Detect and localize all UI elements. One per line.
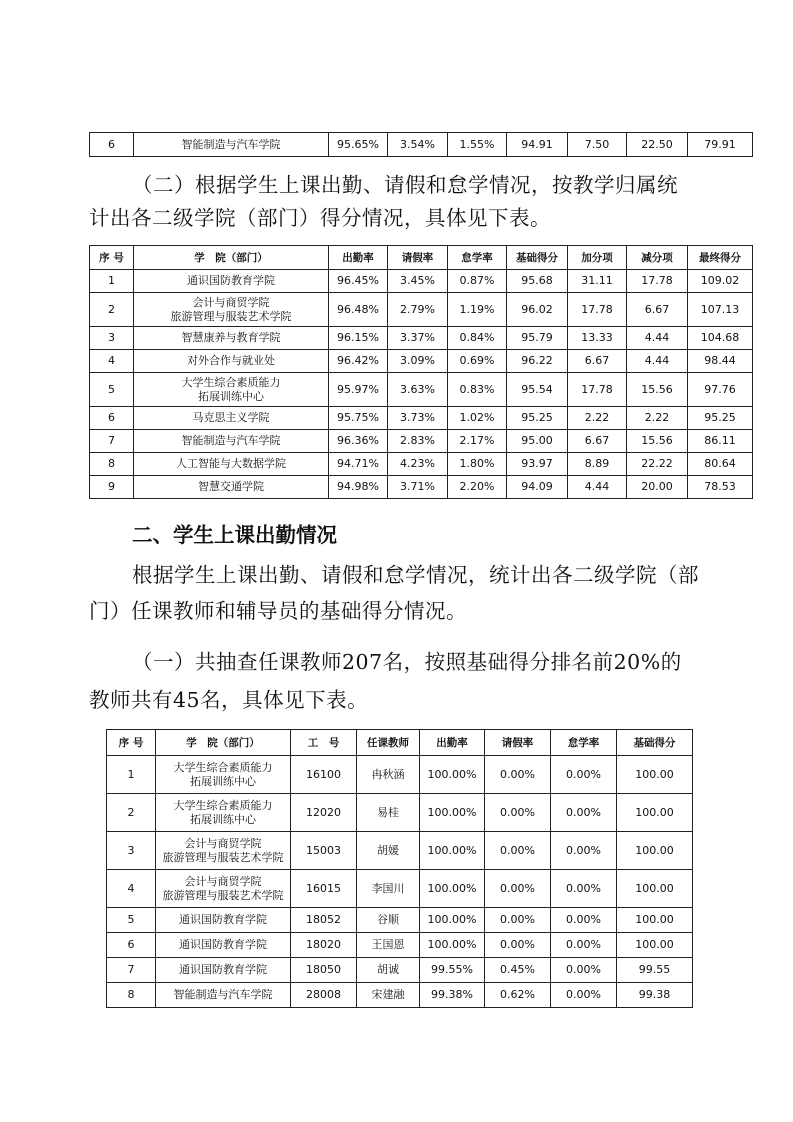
table-cell: 100.00% bbox=[420, 794, 485, 832]
table-cell: 3.45% bbox=[388, 270, 448, 293]
table-cell: 6.67 bbox=[627, 293, 688, 327]
table-cell: 胡诚 bbox=[357, 958, 420, 983]
table-cell: 18050 bbox=[291, 958, 357, 983]
column-header: 工 号 bbox=[291, 730, 357, 756]
table-cell: 16100 bbox=[291, 756, 357, 794]
table-cell: 95.97% bbox=[329, 373, 388, 407]
table-cell: 4.44 bbox=[627, 350, 688, 373]
table-cell: 95.25 bbox=[507, 407, 568, 430]
table-cell: 会计与商贸学院 旅游管理与服装艺术学院 bbox=[156, 832, 291, 870]
table-cell: 4.44 bbox=[627, 327, 688, 350]
table-continuation bbox=[89, 132, 753, 157]
column-header: 最终得分 bbox=[688, 246, 753, 270]
table-row bbox=[90, 133, 753, 157]
table-row bbox=[90, 327, 753, 350]
table-cell: 2 bbox=[107, 794, 156, 832]
table-cell: 78.53 bbox=[688, 476, 753, 499]
table-cell: 0.45% bbox=[485, 958, 551, 983]
table-cell: 15.56 bbox=[627, 373, 688, 407]
paragraph-teacher-intro bbox=[132, 645, 682, 679]
table-cell: 7.50 bbox=[568, 133, 627, 157]
table-cell: 96.48% bbox=[329, 293, 388, 327]
table-cell: 6 bbox=[107, 933, 156, 958]
paragraph-attendance-cont bbox=[89, 594, 467, 628]
table-cell: 107.13 bbox=[688, 293, 753, 327]
table-cell: 0.00% bbox=[485, 933, 551, 958]
table-cell: 7 bbox=[90, 430, 134, 453]
table-cell: 28008 bbox=[291, 983, 357, 1008]
table-cell: 17.78 bbox=[568, 293, 627, 327]
table-cell: 96.02 bbox=[507, 293, 568, 327]
paragraph-line: （二）根据学生上课出勤、请假和怠学情况，按教学归属统 bbox=[132, 173, 678, 197]
table-cell: 0.69% bbox=[448, 350, 507, 373]
paragraph-attendance bbox=[132, 558, 699, 592]
column-header: 学 院（部门） bbox=[156, 730, 291, 756]
table-cell: 3 bbox=[107, 832, 156, 870]
table-cell: 通识国防教育学院 bbox=[156, 908, 291, 933]
table-cell: 95.65% bbox=[329, 133, 388, 157]
table-cell: 8.89 bbox=[568, 453, 627, 476]
table-cell: 2.22 bbox=[568, 407, 627, 430]
table-row bbox=[107, 832, 693, 870]
column-header: 基础得分 bbox=[507, 246, 568, 270]
table-cell: 99.55 bbox=[617, 958, 693, 983]
table-cell: 100.00 bbox=[617, 933, 693, 958]
table-cell: 94.71% bbox=[329, 453, 388, 476]
column-header: 任课教师 bbox=[357, 730, 420, 756]
column-header: 序 号 bbox=[90, 246, 134, 270]
table-cell: 95.25 bbox=[688, 407, 753, 430]
table-cell: 0.83% bbox=[448, 373, 507, 407]
table-cell: 6.67 bbox=[568, 350, 627, 373]
table-cell: 100.00 bbox=[617, 794, 693, 832]
table-cell: 0.00% bbox=[551, 756, 617, 794]
table-cell: 胡媛 bbox=[357, 832, 420, 870]
table-cell: 9 bbox=[90, 476, 134, 499]
table-cell: 22.50 bbox=[627, 133, 688, 157]
table-cell: 3.73% bbox=[388, 407, 448, 430]
paragraph-line: （一）共抽查任课教师207名，按照基础得分排名前20%的 bbox=[132, 650, 682, 674]
table-cell: 3 bbox=[90, 327, 134, 350]
table-cell: 8 bbox=[107, 983, 156, 1008]
table-cell: 96.15% bbox=[329, 327, 388, 350]
table-row bbox=[90, 293, 753, 327]
table-row bbox=[90, 350, 753, 373]
table-cell: 1 bbox=[90, 270, 134, 293]
table-cell: 0.00% bbox=[551, 983, 617, 1008]
table-cell: 5 bbox=[107, 908, 156, 933]
table-cell: 100.00% bbox=[420, 756, 485, 794]
table-cell: 7 bbox=[107, 958, 156, 983]
column-header: 请假率 bbox=[388, 246, 448, 270]
table-cell: 0.00% bbox=[551, 908, 617, 933]
table-cell: 0.00% bbox=[485, 756, 551, 794]
table-cell: 2.83% bbox=[388, 430, 448, 453]
table-row bbox=[107, 933, 693, 958]
table-cell: 15003 bbox=[291, 832, 357, 870]
table-cell: 李国川 bbox=[357, 870, 420, 908]
table-cell: 谷顺 bbox=[357, 908, 420, 933]
table-cell: 12020 bbox=[291, 794, 357, 832]
table-cell: 1.19% bbox=[448, 293, 507, 327]
section-heading bbox=[132, 518, 337, 548]
table-cell: 3.54% bbox=[388, 133, 448, 157]
table-cell: 2.20% bbox=[448, 476, 507, 499]
table-cell: 0.87% bbox=[448, 270, 507, 293]
table-cell: 5 bbox=[90, 373, 134, 407]
paragraph-college-intro bbox=[132, 168, 678, 202]
table-cell: 3.37% bbox=[388, 327, 448, 350]
column-header: 怠学率 bbox=[448, 246, 507, 270]
table-cell: 100.00 bbox=[617, 756, 693, 794]
table-cell: 王国恩 bbox=[357, 933, 420, 958]
table-cell: 4.44 bbox=[568, 476, 627, 499]
table-cell: 98.44 bbox=[688, 350, 753, 373]
table-cell: 17.78 bbox=[568, 373, 627, 407]
column-header: 怠学率 bbox=[551, 730, 617, 756]
table-row bbox=[90, 453, 753, 476]
column-header: 请假率 bbox=[485, 730, 551, 756]
table-cell: 96.22 bbox=[507, 350, 568, 373]
table-cell: 95.79 bbox=[507, 327, 568, 350]
table-cell: 4.23% bbox=[388, 453, 448, 476]
column-header: 加分项 bbox=[568, 246, 627, 270]
column-header: 学 院（部门） bbox=[134, 246, 329, 270]
table-cell: 95.00 bbox=[507, 430, 568, 453]
table-cell: 18020 bbox=[291, 933, 357, 958]
table-cell: 0.00% bbox=[485, 908, 551, 933]
table-cell: 95.54 bbox=[507, 373, 568, 407]
table-row bbox=[107, 794, 693, 832]
table-cell: 马克思主义学院 bbox=[134, 407, 329, 430]
table-cell: 3.09% bbox=[388, 350, 448, 373]
table-cell: 智慧康养与教育学院 bbox=[134, 327, 329, 350]
table-cell: 0.00% bbox=[551, 870, 617, 908]
table-cell: 96.45% bbox=[329, 270, 388, 293]
table-cell: 2.79% bbox=[388, 293, 448, 327]
table-cell: 冉秋涵 bbox=[357, 756, 420, 794]
table-row bbox=[90, 476, 753, 499]
table-cell: 人工智能与大数据学院 bbox=[134, 453, 329, 476]
table-cell: 1.02% bbox=[448, 407, 507, 430]
column-header: 出勤率 bbox=[329, 246, 388, 270]
table-row bbox=[107, 983, 693, 1008]
table-cell: 6 bbox=[90, 133, 134, 157]
table-row bbox=[90, 430, 753, 453]
table-cell: 94.09 bbox=[507, 476, 568, 499]
paragraph-line: 教师共有45名，具体见下表。 bbox=[89, 688, 369, 712]
paragraph-teacher-intro-cont bbox=[89, 683, 368, 717]
section-heading-text: 二、学生上课出勤情况 bbox=[132, 523, 337, 547]
table-cell: 86.11 bbox=[688, 430, 753, 453]
table-cell: 96.42% bbox=[329, 350, 388, 373]
column-header: 出勤率 bbox=[420, 730, 485, 756]
paragraph-line: 根据学生上课出勤、请假和怠学情况，统计出各二级学院（部 bbox=[132, 563, 699, 587]
table-row bbox=[107, 756, 693, 794]
table-cell: 100.00% bbox=[420, 832, 485, 870]
paragraph-line: 门）任课教师和辅导员的基础得分情况。 bbox=[89, 599, 467, 623]
table-cell: 智能制造与汽车学院 bbox=[156, 983, 291, 1008]
paragraph-college-intro-cont bbox=[89, 201, 551, 235]
table-cell: 0.00% bbox=[551, 958, 617, 983]
table-cell: 会计与商贸学院 旅游管理与服装艺术学院 bbox=[156, 870, 291, 908]
table-cell: 80.64 bbox=[688, 453, 753, 476]
table-cell: 100.00 bbox=[617, 908, 693, 933]
table-college-scores bbox=[89, 245, 753, 499]
paragraph-line: 计出各二级学院（部门）得分情况，具体见下表。 bbox=[89, 206, 551, 230]
table-cell: 0.00% bbox=[485, 870, 551, 908]
table-cell: 100.00% bbox=[420, 908, 485, 933]
table-cell: 8 bbox=[90, 453, 134, 476]
table-cell: 2 bbox=[90, 293, 134, 327]
table-cell: 100.00 bbox=[617, 832, 693, 870]
table-cell: 94.91 bbox=[507, 133, 568, 157]
table-cell: 智能制造与汽车学院 bbox=[134, 430, 329, 453]
table-row bbox=[107, 908, 693, 933]
table-cell: 16015 bbox=[291, 870, 357, 908]
table-cell: 0.84% bbox=[448, 327, 507, 350]
table-cell: 99.38 bbox=[617, 983, 693, 1008]
table-cell: 22.22 bbox=[627, 453, 688, 476]
table-cell: 100.00% bbox=[420, 870, 485, 908]
table-row bbox=[90, 373, 753, 407]
table-cell: 99.55% bbox=[420, 958, 485, 983]
table-cell: 对外合作与就业处 bbox=[134, 350, 329, 373]
table-cell: 0.00% bbox=[551, 794, 617, 832]
table-cell: 15.56 bbox=[627, 430, 688, 453]
table-cell: 0.62% bbox=[485, 983, 551, 1008]
table-cell: 1.80% bbox=[448, 453, 507, 476]
table-cell: 宋建融 bbox=[357, 983, 420, 1008]
table-cell: 104.68 bbox=[688, 327, 753, 350]
table-cell: 1 bbox=[107, 756, 156, 794]
table-cell: 109.02 bbox=[688, 270, 753, 293]
table-row bbox=[107, 958, 693, 983]
column-header: 基础得分 bbox=[617, 730, 693, 756]
table-cell: 大学生综合素质能力 拓展训练中心 bbox=[156, 794, 291, 832]
table-row bbox=[90, 270, 753, 293]
table-cell: 96.36% bbox=[329, 430, 388, 453]
table-cell: 20.00 bbox=[627, 476, 688, 499]
table-cell: 99.38% bbox=[420, 983, 485, 1008]
table-cell: 6.67 bbox=[568, 430, 627, 453]
table-cell: 31.11 bbox=[568, 270, 627, 293]
table-cell: 13.33 bbox=[568, 327, 627, 350]
table-cell: 79.91 bbox=[688, 133, 753, 157]
table-cell: 97.76 bbox=[688, 373, 753, 407]
table-cell: 易桂 bbox=[357, 794, 420, 832]
table-cell: 3.71% bbox=[388, 476, 448, 499]
table-row bbox=[90, 407, 753, 430]
table-cell: 通识国防教育学院 bbox=[156, 933, 291, 958]
table-cell: 94.98% bbox=[329, 476, 388, 499]
table-cell: 会计与商贸学院 旅游管理与服装艺术学院 bbox=[134, 293, 329, 327]
table-cell: 0.00% bbox=[485, 832, 551, 870]
table-cell: 100.00% bbox=[420, 933, 485, 958]
table-cell: 93.97 bbox=[507, 453, 568, 476]
table-cell: 1.55% bbox=[448, 133, 507, 157]
table-cell: 智能制造与汽车学院 bbox=[134, 133, 329, 157]
table-cell: 95.75% bbox=[329, 407, 388, 430]
table-cell: 0.00% bbox=[485, 794, 551, 832]
table-cell: 3.63% bbox=[388, 373, 448, 407]
table-cell: 通识国防教育学院 bbox=[156, 958, 291, 983]
table-cell: 17.78 bbox=[627, 270, 688, 293]
table-cell: 0.00% bbox=[551, 832, 617, 870]
table-teacher-scores bbox=[106, 729, 693, 1008]
column-header: 减分项 bbox=[627, 246, 688, 270]
table-cell: 2.22 bbox=[627, 407, 688, 430]
table-cell: 95.68 bbox=[507, 270, 568, 293]
column-header: 序 号 bbox=[107, 730, 156, 756]
table-cell: 18052 bbox=[291, 908, 357, 933]
table-cell: 通识国防教育学院 bbox=[134, 270, 329, 293]
table-cell: 4 bbox=[107, 870, 156, 908]
table-cell: 大学生综合素质能力 拓展训练中心 bbox=[156, 756, 291, 794]
table-cell: 4 bbox=[90, 350, 134, 373]
table-cell: 6 bbox=[90, 407, 134, 430]
table-cell: 智慧交通学院 bbox=[134, 476, 329, 499]
table-row bbox=[107, 870, 693, 908]
table-cell: 2.17% bbox=[448, 430, 507, 453]
table-cell: 0.00% bbox=[551, 933, 617, 958]
table-cell: 大学生综合素质能力 拓展训练中心 bbox=[134, 373, 329, 407]
table-cell: 100.00 bbox=[617, 870, 693, 908]
